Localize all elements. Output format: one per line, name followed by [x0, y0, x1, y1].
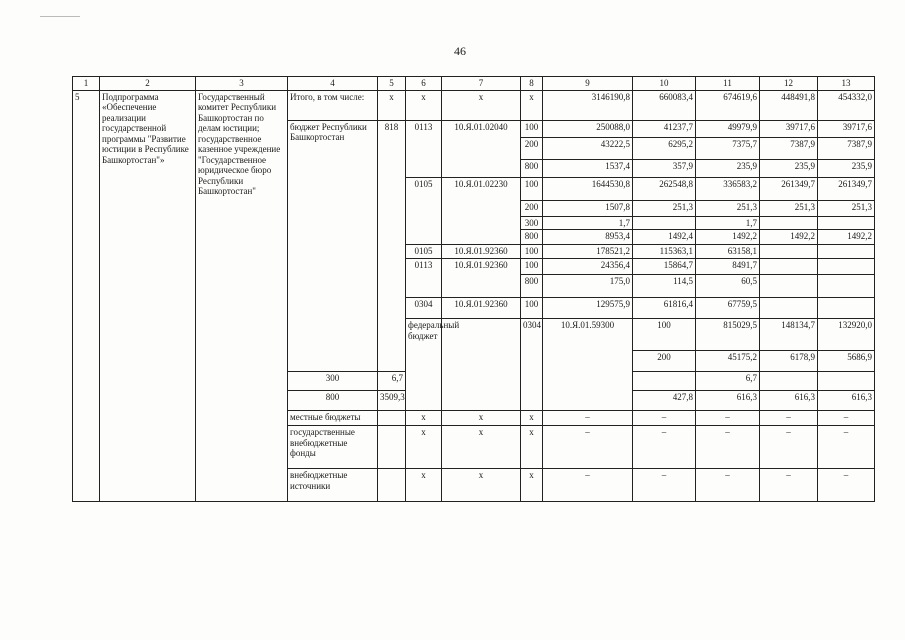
target-article: 10.Я.01.92360	[442, 259, 521, 298]
value-cell: 1492,2	[696, 230, 760, 245]
value-cell: 1,7	[543, 216, 633, 230]
value-cell: 7387,9	[760, 137, 818, 159]
value-cell: 454332,0	[818, 90, 875, 120]
value-cell: 5686,9	[818, 351, 875, 372]
value-cell	[760, 275, 818, 298]
dash-cell: –	[543, 469, 633, 502]
value-cell	[818, 216, 875, 230]
value-cell	[760, 298, 818, 319]
value-cell: 251,3	[818, 200, 875, 216]
header-cell: 10	[633, 77, 696, 91]
subprogram-name: Подпрограмма «Обеспечение реализации государственной программы "Развитие юстиции в Республике Башкортостан"»	[100, 90, 196, 502]
section-code: 0105	[406, 177, 442, 245]
value-cell: 3509,3	[378, 391, 406, 411]
section-code: 0113	[406, 120, 442, 177]
value-cell: 251,3	[696, 200, 760, 216]
value-cell: 616,3	[818, 391, 875, 411]
source-offbudget: внебюджетные источники	[288, 469, 378, 502]
header-cell: 9	[543, 77, 633, 91]
expense-type: 200	[633, 351, 696, 372]
expense-type: 300	[521, 216, 543, 230]
target-article: 10.Я.01.02230	[442, 177, 521, 245]
x-mark: х	[442, 90, 521, 120]
row-number: 5	[73, 90, 100, 502]
source-federal: федеральный бюджет	[406, 319, 442, 411]
value-cell	[760, 259, 818, 275]
dash-cell: –	[696, 469, 760, 502]
value-cell: 61816,4	[633, 298, 696, 319]
x-mark: х	[406, 469, 442, 502]
value-cell: 251,3	[633, 200, 696, 216]
target-article: 10.Я.01.92360	[442, 245, 521, 259]
header-row	[73, 77, 875, 91]
value-cell: 49979,9	[696, 120, 760, 137]
value-cell: 132920,0	[818, 319, 875, 351]
value-cell: 6,7	[378, 372, 406, 391]
value-cell: 115363,1	[633, 245, 696, 259]
value-cell: 3146190,8	[543, 90, 633, 120]
value-cell: 8491,7	[696, 259, 760, 275]
value-cell	[633, 372, 696, 391]
dash-cell: –	[543, 411, 633, 426]
value-cell: 41237,7	[633, 120, 696, 137]
x-mark: х	[442, 469, 521, 502]
value-cell: 7387,9	[818, 137, 875, 159]
empty-cell	[378, 426, 406, 469]
value-cell: 67759,5	[696, 298, 760, 319]
value-cell: 178521,2	[543, 245, 633, 259]
value-cell: 616,3	[760, 391, 818, 411]
header-cell: 13	[818, 77, 875, 91]
target-article: 10.Я.01.92360	[442, 298, 521, 319]
header-cell: 11	[696, 77, 760, 91]
value-cell: 235,9	[760, 159, 818, 177]
section-code: 0113	[406, 259, 442, 298]
grbs-code: 818	[378, 120, 406, 372]
value-cell: 63158,1	[696, 245, 760, 259]
value-cell	[633, 216, 696, 230]
header-cell: 12	[760, 77, 818, 91]
value-cell: 235,9	[818, 159, 875, 177]
dash-cell: –	[633, 411, 696, 426]
value-cell: 1537,4	[543, 159, 633, 177]
value-cell: 43222,5	[543, 137, 633, 159]
expense-type: 800	[521, 159, 543, 177]
grbs-empty	[442, 319, 521, 411]
value-cell: 6295,2	[633, 137, 696, 159]
expense-type: 300	[288, 372, 378, 391]
value-cell: 261349,7	[818, 177, 875, 200]
header-cell: 7	[442, 77, 521, 91]
header-cell: 3	[196, 77, 288, 91]
value-cell: 129575,9	[543, 298, 633, 319]
value-cell: 45175,2	[696, 351, 760, 372]
dash-cell: –	[696, 411, 760, 426]
value-cell	[818, 245, 875, 259]
value-cell: 39717,6	[760, 120, 818, 137]
expense-type: 800	[521, 275, 543, 298]
value-cell: 1492,2	[818, 230, 875, 245]
value-cell: 24356,4	[543, 259, 633, 275]
x-mark: х	[521, 90, 543, 120]
value-cell: 674619,6	[696, 90, 760, 120]
header-cell: 8	[521, 77, 543, 91]
value-cell: 1492,4	[633, 230, 696, 245]
dash-cell: –	[760, 469, 818, 502]
x-mark: х	[406, 411, 442, 426]
page-number: 46	[454, 44, 466, 58]
value-cell: 251,3	[760, 200, 818, 216]
value-cell	[818, 275, 875, 298]
x-mark: х	[442, 426, 521, 469]
expense-type: 100	[521, 259, 543, 275]
expense-type: 100	[521, 245, 543, 259]
header-cell: 1	[73, 77, 100, 91]
value-cell	[760, 372, 818, 391]
dash-cell: –	[818, 469, 875, 502]
dash-cell: –	[543, 426, 633, 469]
scan-artifact-line	[40, 16, 80, 17]
header-cell: 2	[100, 77, 196, 91]
section-code: 0105	[406, 245, 442, 259]
value-cell: 815029,5	[696, 319, 760, 351]
value-cell: 660083,4	[633, 90, 696, 120]
expense-type: 200	[521, 137, 543, 159]
x-mark: х	[442, 411, 521, 426]
source-budget-rb: бюджет Республики Башкортостан	[288, 120, 378, 372]
expense-type: 100	[521, 177, 543, 200]
dash-cell: –	[696, 426, 760, 469]
x-mark: х	[406, 426, 442, 469]
table-row	[73, 90, 875, 120]
x-mark: х	[521, 426, 543, 469]
budget-table	[72, 76, 875, 502]
empty-cell	[378, 469, 406, 502]
value-cell	[818, 298, 875, 319]
value-cell: 8953,4	[543, 230, 633, 245]
target-article: 10.Я.01.59300	[543, 319, 633, 411]
value-cell	[818, 259, 875, 275]
empty-cell	[378, 411, 406, 426]
dash-cell: –	[818, 426, 875, 469]
value-cell: 6,7	[696, 372, 760, 391]
value-cell	[760, 216, 818, 230]
value-cell: 1492,2	[760, 230, 818, 245]
header-cell: 6	[406, 77, 442, 91]
dash-cell: –	[760, 411, 818, 426]
value-cell: 114,5	[633, 275, 696, 298]
value-cell: 1507,8	[543, 200, 633, 216]
value-cell: 336583,2	[696, 177, 760, 200]
expense-type: 100	[521, 120, 543, 137]
dash-cell: –	[818, 411, 875, 426]
dash-cell: –	[633, 469, 696, 502]
value-cell: 148134,7	[760, 319, 818, 351]
value-cell: 7375,7	[696, 137, 760, 159]
value-cell	[760, 245, 818, 259]
x-mark: х	[406, 90, 442, 120]
value-cell: 1,7	[696, 216, 760, 230]
value-cell: 1644530,8	[543, 177, 633, 200]
dash-cell: –	[633, 426, 696, 469]
value-cell: 427,8	[633, 391, 696, 411]
value-cell: 6178,9	[760, 351, 818, 372]
value-cell: 235,9	[696, 159, 760, 177]
section-code: 0304	[406, 298, 442, 319]
value-cell	[818, 372, 875, 391]
value-cell: 39717,6	[818, 120, 875, 137]
x-mark: х	[378, 90, 406, 120]
source-total: Итого, в том числе:	[288, 90, 378, 120]
value-cell: 250088,0	[543, 120, 633, 137]
executor-name: Государственный комитет Республики Башкортостан по делам юстиции; государственное казенное учреждение "Государственное юридическое бюро Республики Башкортостан"	[196, 90, 288, 502]
value-cell: 175,0	[543, 275, 633, 298]
x-mark: х	[521, 411, 543, 426]
header-cell: 5	[378, 77, 406, 91]
source-local: местные бюджеты	[288, 411, 378, 426]
dash-cell: –	[760, 426, 818, 469]
expense-type: 800	[521, 230, 543, 245]
value-cell: 262548,8	[633, 177, 696, 200]
value-cell: 15864,7	[633, 259, 696, 275]
header-cell: 4	[288, 77, 378, 91]
value-cell: 261349,7	[760, 177, 818, 200]
source-state-funds: государственные внебюджетные фонды	[288, 426, 378, 469]
expense-type: 200	[521, 200, 543, 216]
target-article: 10.Я.01.02040	[442, 120, 521, 177]
section-code: 0304	[521, 319, 543, 411]
x-mark: х	[521, 469, 543, 502]
value-cell: 616,3	[696, 391, 760, 411]
expense-type: 100	[521, 298, 543, 319]
expense-type: 100	[633, 319, 696, 351]
value-cell: 448491,8	[760, 90, 818, 120]
value-cell: 60,5	[696, 275, 760, 298]
value-cell: 357,9	[633, 159, 696, 177]
expense-type: 800	[288, 391, 378, 411]
